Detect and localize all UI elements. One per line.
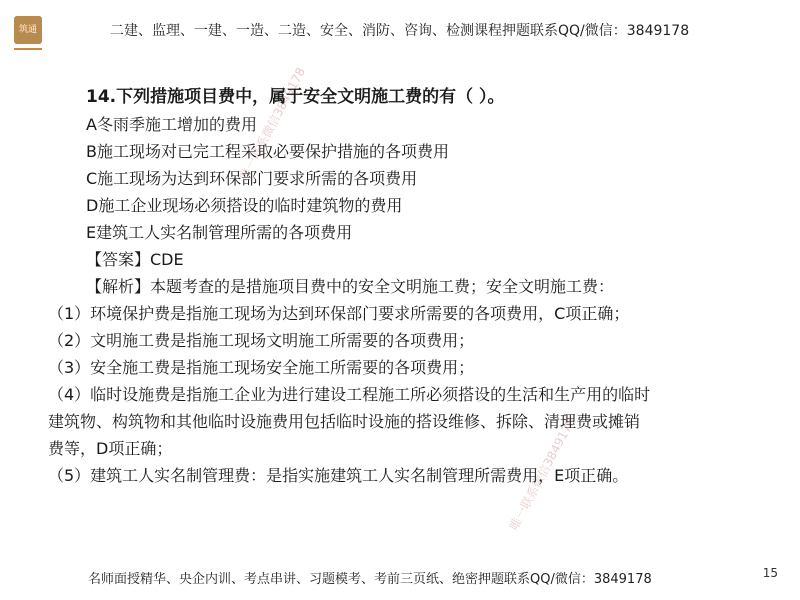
header-contact-text: 二建、监理、一建、一造、二造、安全、消防、咨询、检测课程押题联系QQ/微信：3849178 (110, 23, 690, 39)
footer-contact-text: 名师面授精华、央企内训、考点串讲、习题模考、考前三页纸、绝密押题联系QQ/微信：3849178 (88, 572, 652, 587)
option-a: A冬雨季施工增加的费用 (86, 115, 257, 134)
question-title: 14.下列措施项目费中，属于安全文明施工费的有（ ）。 (86, 87, 505, 107)
analysis-line-4: （4）临时设施费是指施工企业为进行建设工程施工所必须搭设的生活和生产用的临时 (48, 385, 651, 404)
logo-underline (14, 48, 42, 50)
analysis-line-1: （1）环境保护费是指施工现场为达到环保部门要求所需要的各项费用，C项正确； (48, 304, 630, 323)
option-d: D施工企业现场必须搭设的临时建筑物的费用 (86, 196, 403, 215)
page-number: 15 (762, 566, 778, 580)
option-b: B施工现场对已完工程采取必要保护措施的各项费用 (86, 142, 449, 161)
question-content (48, 84, 768, 489)
option-c: C施工现场为达到环保部门要求所需的各项费用 (86, 169, 418, 188)
logo: 筑通 (14, 16, 42, 44)
analysis-line-7: （5）建筑工人实名制管理费：是指实施建筑工人实名制管理所需费用，E项正确。 (48, 466, 629, 485)
analysis-line-5: 建筑物、构筑物和其他临时设施费用包括临时设施的搭设维修、拆除、清理费或摊销 (48, 412, 641, 431)
analysis-line-3: （3）安全施工费是指施工现场安全施工所需要的各项费用； (48, 358, 475, 377)
analysis-intro: 【解析】本题考查的是措施项目费中的安全文明施工费；安全文明施工费： (86, 277, 615, 296)
answer: 【答案】CDE (86, 250, 184, 269)
watermark-2: 唯一联系微信3849178 (506, 415, 579, 533)
analysis-line-6: 费等，D项正确； (48, 439, 173, 458)
option-e: E建筑工人实名制管理所需的各项费用 (86, 223, 353, 242)
analysis-line-2: （2）文明施工费是指施工现场文明施工所需要的各项费用； (48, 331, 475, 350)
watermark-1: 唯一联系微信3849178 (236, 65, 309, 183)
